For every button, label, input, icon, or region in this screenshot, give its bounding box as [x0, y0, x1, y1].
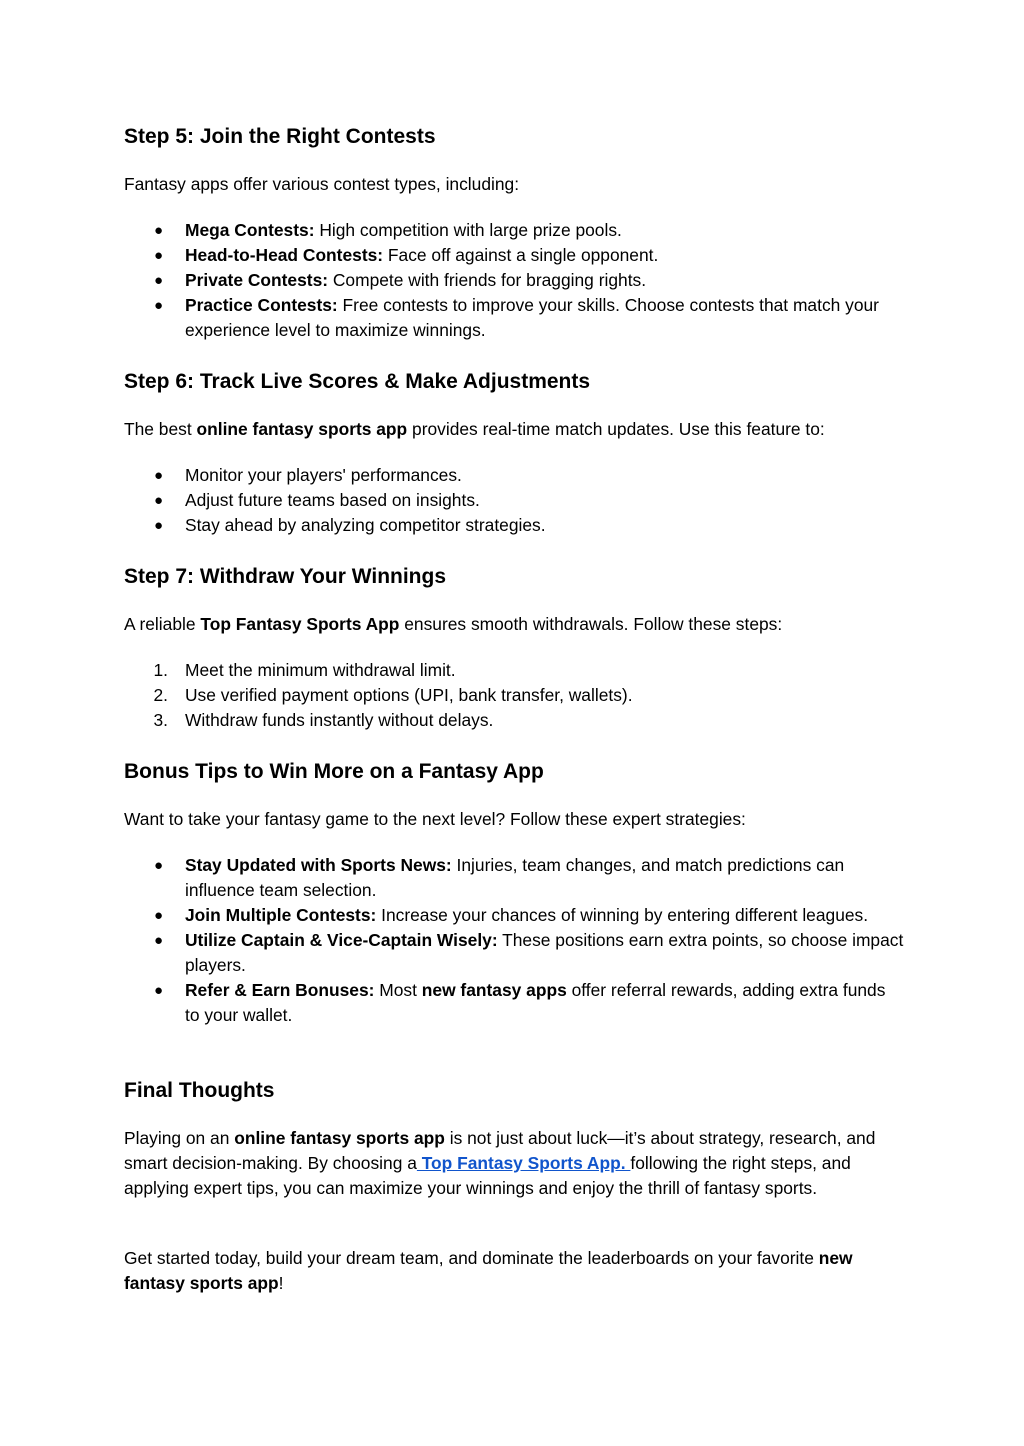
bonus-intro: Want to take your fantasy game to the next level? Follow these expert strategies:: [124, 809, 746, 829]
list-item: 2. Use verified payment options (UPI, bank transfer, wallets).: [124, 683, 904, 708]
list-item: ● Adjust future teams based on insights.: [124, 488, 904, 513]
bullet-icon: ●: [154, 247, 164, 264]
step7-list: [124, 658, 904, 733]
step6-intro: The best online fantasy sports app provides real-time match updates. Use this feature to:: [124, 419, 825, 439]
step5-intro: Fantasy apps offer various contest types, including:: [124, 174, 520, 194]
top-fantasy-sports-app-link[interactable]: Top Fantasy Sports App.: [416, 1153, 631, 1173]
list-item: ● Utilize Captain & Vice-Captain Wisely: These positions earn extra points, so choose impact players.: [154, 930, 904, 975]
list-number: 1.: [153, 660, 168, 680]
bonus-heading: Bonus Tips to Win More on a Fantasy App: [124, 760, 544, 783]
bullet-icon: ●: [154, 932, 164, 949]
final-paragraph-2: Get started today, build your dream team, and dominate the leaderboards on your favorite new fantasy sports app!: [124, 1248, 853, 1293]
list-item: ● Refer & Earn Bonuses: Most new fantasy apps offer referral rewards, adding extra funds to your wallet.: [154, 980, 886, 1025]
bullet-icon: ●: [154, 297, 164, 314]
bonus-list: [124, 853, 904, 1028]
list-item: ● Stay Updated with Sports News: Injuries, team changes, and match predictions can influence team selection.: [154, 855, 845, 900]
bullet-icon: ●: [154, 907, 164, 924]
list-item: ● Join Multiple Contests: Increase your chances of winning by entering different leagues.: [124, 903, 904, 928]
bullet-icon: ●: [154, 517, 164, 534]
step5-heading: Step 5: Join the Right Contests: [124, 125, 436, 148]
list-number: 2.: [153, 685, 168, 705]
bullet-icon: ●: [154, 222, 164, 239]
list-item: 1. Meet the minimum withdrawal limit.: [124, 658, 904, 683]
step6-heading: Step 6: Track Live Scores & Make Adjustments: [124, 370, 591, 393]
list-item: ● Head-to-Head Contests: Face off against a single opponent.: [124, 243, 904, 268]
list-number: 3.: [153, 710, 168, 730]
list-item: ● Monitor your players' performances.: [124, 463, 904, 488]
step7-intro: A reliable Top Fantasy Sports App ensures smooth withdrawals. Follow these steps:: [124, 614, 783, 634]
bullet-icon: ●: [154, 982, 164, 999]
bullet-icon: ●: [154, 857, 164, 874]
final-heading: Final Thoughts: [124, 1079, 275, 1102]
list-item: ● Stay ahead by analyzing competitor strategies.: [124, 513, 904, 538]
final-paragraph-1: Playing on an online fantasy sports app is not just about luck—it’s about strategy, research, and smart decision-making. By choosing a Top Fantasy Sports App. following the right steps, and applying expert tips, you can maximize your winnings and enjoy the thrill of fantasy sports.: [124, 1128, 876, 1198]
list-item: ● Private Contests: Compete with friends for bragging rights.: [124, 268, 904, 293]
list-item: ● Mega Contests: High competition with large prize pools.: [124, 218, 904, 243]
step7-heading: Step 7: Withdraw Your Winnings: [124, 565, 447, 588]
list-item: ● Practice Contests: Free contests to improve your skills. Choose contests that match your experience level to maximize winnings.: [154, 295, 879, 340]
step5-list: [124, 218, 904, 343]
list-item: 3. Withdraw funds instantly without delays.: [124, 708, 904, 733]
bullet-icon: ●: [154, 467, 164, 484]
bullet-icon: ●: [154, 492, 164, 509]
step6-list: [124, 463, 904, 538]
bullet-icon: ●: [154, 272, 164, 289]
